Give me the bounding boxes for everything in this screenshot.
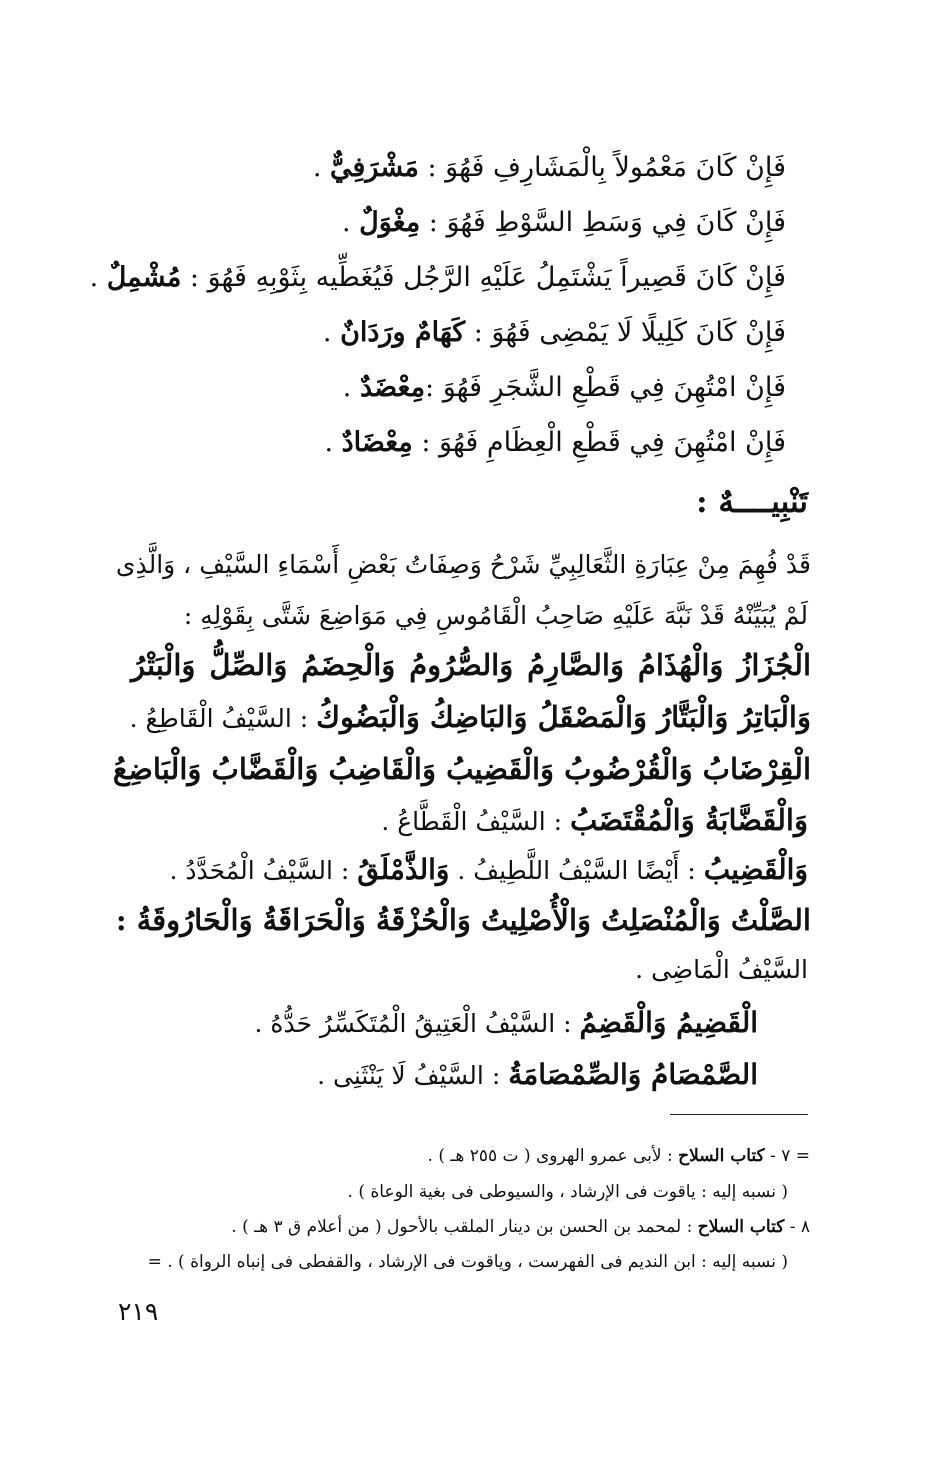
- definition: : السَّيْفُ الْمُحَدَّدُ .: [169, 856, 358, 885]
- footnote-prefix: (: [775, 1182, 788, 1202]
- terms-bold: وَالْقَضَّابَةُ وَالْمُقْتَضَبُ: [570, 803, 808, 837]
- body-line-6: [381, 803, 808, 837]
- body-line-9: السَّيْفُ الْمَاضِى .: [635, 955, 808, 984]
- body-line-4: [131, 700, 811, 734]
- verse-term: مُشْمِلٌ: [106, 262, 182, 293]
- verse-term: مَشْرَفِيٌّ: [330, 152, 419, 183]
- footnote-separator: [670, 1114, 808, 1115]
- body-line-10: [254, 1006, 758, 1039]
- verse-term: كَهَامٌ ورَدَانٌ: [340, 317, 466, 348]
- verse-term: مِغْوَلٌ: [359, 207, 421, 238]
- verse-line-5: [343, 372, 786, 403]
- definition: : السَّيْفُ الْقَطَّاعُ .: [381, 807, 571, 836]
- footnote-2: [348, 1182, 788, 1202]
- footnote-text: : لأبى عمرو الهروى ( ت ٢٥٥ هـ ) .: [427, 1146, 679, 1166]
- verse-term: مِعْضَدٌ: [359, 372, 426, 403]
- definition: : السَّيْفُ لَا يَنْثَنِى .: [317, 1061, 509, 1090]
- footnote-title: كتاب السلاح: [697, 1217, 785, 1237]
- body-line-7: [169, 853, 808, 886]
- footnote-1: [428, 1146, 810, 1166]
- verse-line-1: [313, 152, 786, 183]
- definition: : أَيْضًا السَّيْفُ اللَّطِيفُ .: [449, 856, 704, 885]
- verse-line-4: [323, 317, 786, 348]
- footnote-text: نسبه إليه : ياقوت فى الإرشاد ، والسيوطى فى بغية الوعاة ) .: [347, 1182, 776, 1202]
- body-line-8: الصَّلْتُ وَالْمُنْصَلِتُ وَالْأُصْلِيتُ وَالْحُزْقَةُ وَالْحَرَاقَةُ وَالْحَارُوقَةُ :: [115, 903, 811, 937]
- body-line-5: الْقِرْضَابُ وَالْقُرْضُوبُ وَالْقَضِيبُ وَالْقَاضِبُ وَالْقَضَّابُ وَالْبَاضِعُ: [112, 752, 811, 786]
- term-bold: وَالذَّمْلَقُ: [357, 853, 450, 886]
- terms-bold: الْقَضِيمُ وَالْقَضِمُ: [579, 1006, 758, 1039]
- verse-line-3: [90, 262, 786, 293]
- footnote-text: نسبه إليه : ابن النديم فى الفهرست ، وياقوت فى الإرشاد ، والقفطى فى إنباه الرواة ) . =: [147, 1252, 776, 1272]
- verse-line-6: [324, 427, 786, 458]
- verse-text: فَإِنْ كَانَ مَعْمُولاً بِالْمَشَارِفِ فَهُوَ :: [418, 152, 786, 183]
- verse-text: فَإِنْ كَانَ كَلِيلًا لَا يَمْضِى فَهُوَ :: [465, 317, 786, 348]
- footnote-prefix: (: [775, 1252, 788, 1272]
- verse-text: فَإِنْ كَانَ قَصِيراً يَشْتَمِلُ عَلَيْهِ الرَّجُل فَيُغَطِّيه بِثَوْبِهِ فَهُوَ :: [181, 262, 786, 293]
- body-line-3: الْجُزَازُ وَالْهُذَامُ وَالصَّارِمُ وَالصُّرُومُ وَالْحِضَمُ وَالصِّلُّ وَالْبَتْرُ: [131, 648, 811, 682]
- footnote-prefix: = ٧ -: [764, 1146, 810, 1166]
- definition: : السَّيْفُ الْعَتِيقُ الْمُتَكَسِّرُ حَدُّهُ .: [254, 1009, 580, 1038]
- footnote-prefix: ٨ -: [784, 1217, 810, 1237]
- verse-text: فَإِنْ امْتُهِنَ فِي قَطْعِ الشَّجَرِ فَهُوَ :: [425, 372, 786, 403]
- footnote-3: [231, 1217, 810, 1237]
- verse-end: .: [322, 317, 341, 348]
- verse-line-2: [342, 207, 786, 238]
- body-line-1: قَدْ فُهِمَ مِنْ عِبَارَةِ الثَّعَالِبِيِّ شَرْحُ وَصِفَاتُ بَعْضِ أَسْمَاءِ السَّيْفِ ، وَالَّذِى: [115, 550, 811, 579]
- verse-text: فَإِنْ امْتُهِنَ فِي قَطْعِ الْعِظَامِ فَهُوَ :: [412, 427, 786, 458]
- body-line-2: لَمْ يُبَيِّنْهُ قَدْ نَبَّهَ عَلَيْهِ صَاحِبُ الْقَامُوسِ فِي مَوَاضِعَ شَتَّى بِقَوْلِهِ :: [183, 601, 808, 630]
- body-line-11: [317, 1058, 758, 1091]
- terms-bold: الصَّمْصَامُ وَالصِّمْصَامَةُ: [508, 1058, 758, 1091]
- verse-end: .: [342, 372, 360, 403]
- verse-term: مِعْضَادٌ: [341, 427, 413, 458]
- definition: : السَّيْفُ الْقَاطِعُ .: [129, 704, 317, 733]
- footnote-text: : لمحمد بن الحسن بن دينار الملقب بالأحول ( من أعلام ق ٣ هـ ) .: [231, 1217, 698, 1237]
- verse-end: .: [89, 262, 107, 293]
- page-number: ٢١٩: [118, 1297, 159, 1326]
- term-bold: وَالْقَضِيبُ: [703, 853, 808, 886]
- verse-end: .: [324, 427, 342, 458]
- footnote-4: [148, 1252, 788, 1272]
- footnote-title: كتاب السلاح: [678, 1146, 765, 1166]
- section-heading: تَنْبِيــــهٌ :: [696, 484, 808, 520]
- verse-end: .: [341, 207, 360, 238]
- terms-bold: وَالْبَاتِرُ وَالْبَتَّارُ وَالْمَصْقَلُ وَالبَاضِكُ وَالْبَضُوكُ: [316, 700, 811, 734]
- verse-end: .: [312, 152, 331, 183]
- verse-text: فَإِنْ كَانَ فِي وَسَطِ السَّوْطِ فَهُوَ :: [420, 207, 786, 238]
